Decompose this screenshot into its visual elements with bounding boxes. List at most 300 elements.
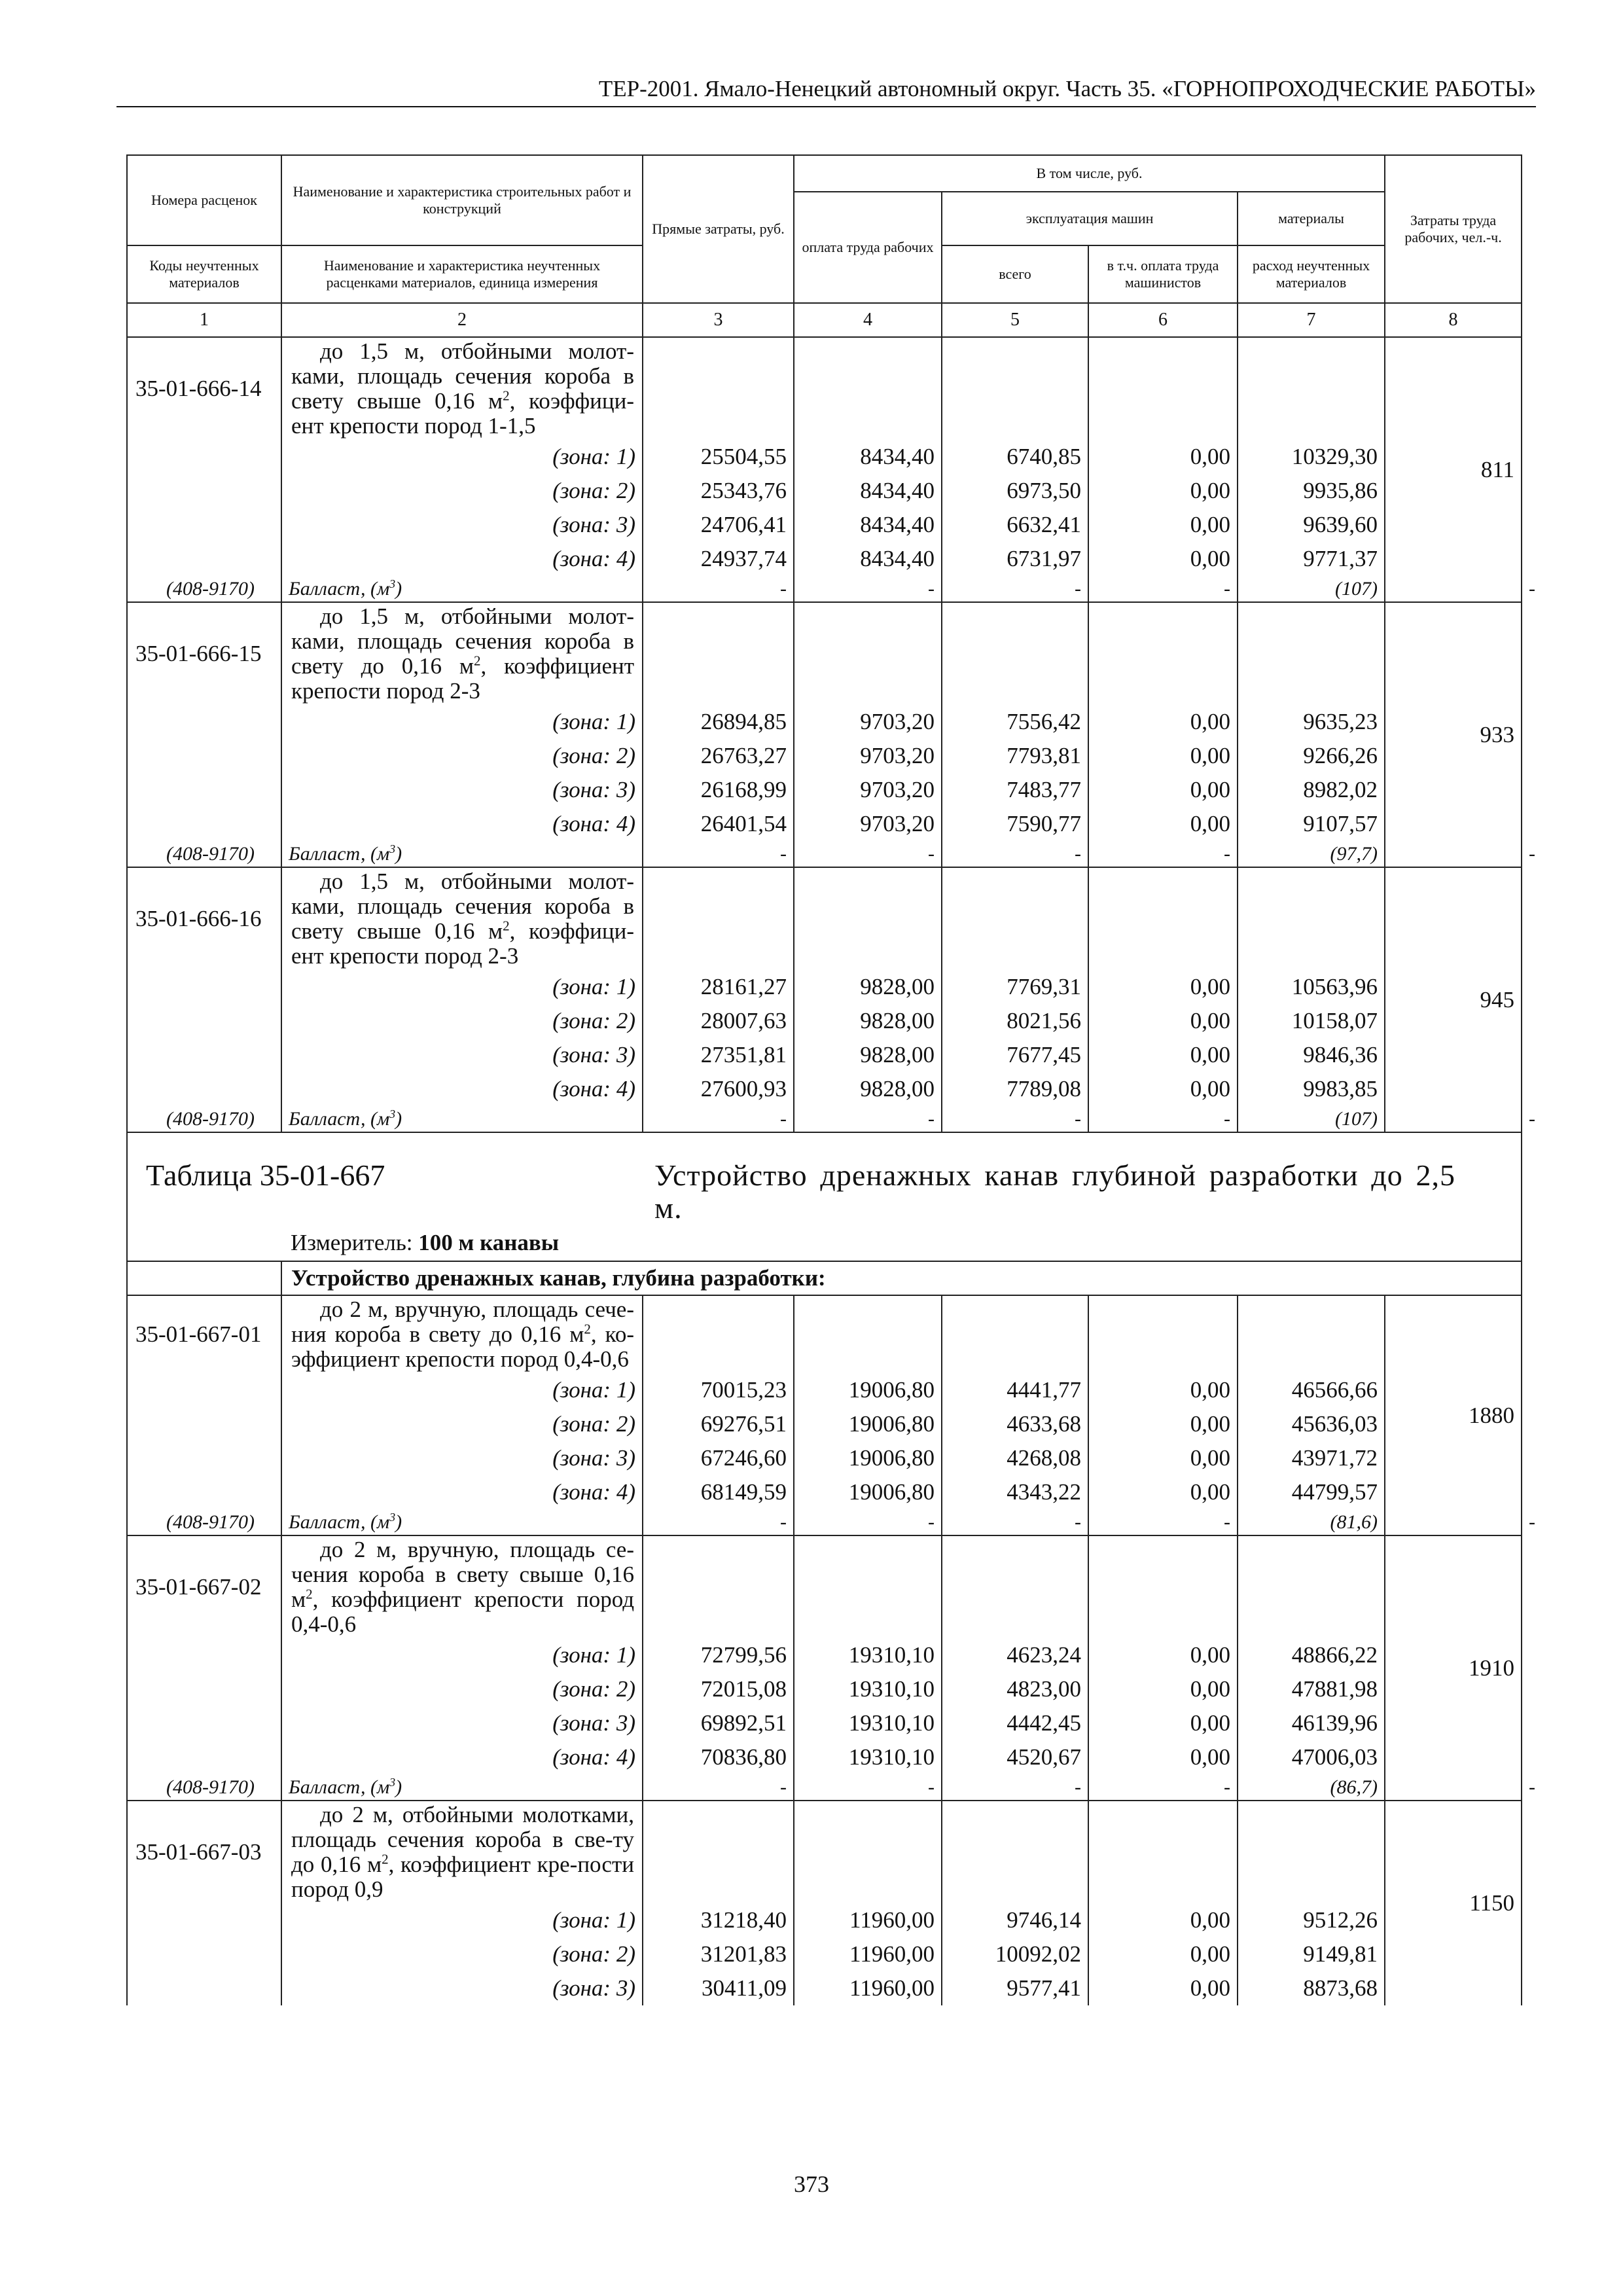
ballast-row: (408-9170) Балласт, $(м^3)$ - - - - (81,6) - [127, 1509, 1522, 1535]
machinists-pay: 0,00 [1088, 440, 1238, 474]
empty-cell [643, 1535, 794, 1638]
machines-total: 7789,08 [942, 1072, 1088, 1106]
direct-cost: 72015,08 [643, 1672, 794, 1706]
section-heading: Устройство дренажных канав, глубина разработки: [281, 1261, 1522, 1295]
header-materials: материалы [1238, 192, 1385, 245]
empty-cell [643, 867, 794, 970]
machinists-pay: 0,00 [1088, 1937, 1238, 1971]
rate-description-text-end: , коэффициент кре-пости пород 0,9 [291, 1852, 634, 1902]
table-35-01-667-heading [127, 1132, 1522, 1295]
rate-code: 35-01-666-16 [127, 867, 281, 970]
zone-row [127, 1971, 1522, 2005]
zone-label: (зона: 1) [281, 970, 643, 1004]
machines-total: 6632,41 [942, 508, 1088, 542]
ballast-row: (408-9170) Балласт, $(м^3)$ - - - - (107) - [127, 576, 1522, 602]
rate-description-text: до 2 м, вручную, площадь сече-ния короба в свету до 0,16 м [291, 1297, 634, 1347]
workers-pay: 9828,00 [794, 1038, 942, 1072]
table-header [127, 155, 1522, 337]
materials-cost: 9771,37 [1238, 542, 1385, 576]
empty-cell [942, 1295, 1088, 1373]
dash-cell: - [942, 576, 1088, 602]
material-unit-sup: 3 [389, 1107, 396, 1121]
empty-cell [794, 1535, 942, 1638]
rate-description-text: до 2 м, отбойными молотками, площадь сечения короба в све-ту до 0,16 м [291, 1802, 634, 1877]
zone-label: (зона: 1) [281, 1903, 643, 1937]
rate-code: 35-01-666-15 [127, 602, 281, 705]
materials-cost: 9935,86 [1238, 474, 1385, 508]
machinists-pay: 0,00 [1088, 1672, 1238, 1706]
materials-cost: 9635,23 [1238, 705, 1385, 739]
direct-cost: 28161,27 [643, 970, 794, 1004]
machinists-pay: 0,00 [1088, 1004, 1238, 1038]
machines-total: 9746,14 [942, 1903, 1088, 1937]
direct-cost: 27600,93 [643, 1072, 794, 1106]
machinists-pay: 0,00 [1088, 474, 1238, 508]
column-number: 1 [127, 303, 281, 337]
zone-label: (зона: 2) [281, 474, 643, 508]
zone-label: (зона: 1) [281, 705, 643, 739]
machinists-pay: 0,00 [1088, 773, 1238, 807]
empty-cell [942, 1535, 1088, 1638]
machines-total: 4623,24 [942, 1638, 1088, 1672]
zone-row [127, 705, 1522, 739]
material-code: (408-9170) [127, 576, 281, 602]
zone-label: (зона: 2) [281, 1004, 643, 1038]
machinists-pay: 0,00 [1088, 1441, 1238, 1475]
empty-cell [127, 1004, 281, 1038]
workers-pay: 11960,00 [794, 1903, 942, 1937]
header-rule [116, 106, 1536, 107]
machinists-pay: 0,00 [1088, 705, 1238, 739]
material-name [281, 1509, 643, 1535]
dash-cell: - [1088, 1106, 1238, 1132]
ballast-row: (408-9170) Балласт, $(м^3)$ - - - - (107) - [127, 1106, 1522, 1132]
zone-label: (зона: 3) [281, 1441, 643, 1475]
material-quantity: (81,6) [1238, 1509, 1385, 1535]
empty-cell [127, 1475, 281, 1509]
material-unit-sup: 3 [389, 577, 396, 590]
machines-total: 6973,50 [942, 474, 1088, 508]
column-number: 7 [1238, 303, 1385, 337]
header-direct-costs: Прямые затраты, руб. [643, 155, 794, 303]
rate-description-text-end: , ко-эффициент крепости пород 0,4-0,6 [291, 1321, 634, 1372]
direct-cost: 24937,74 [643, 542, 794, 576]
zone-row [127, 1740, 1522, 1774]
dash-cell: - [794, 1509, 942, 1535]
workers-pay: 9703,20 [794, 807, 942, 841]
empty-cell [643, 602, 794, 705]
workers-pay: 19006,80 [794, 1373, 942, 1407]
rate-description-text-end: , коэффициент крепости пород 2-3 [291, 653, 634, 704]
materials-cost: 46139,96 [1238, 1706, 1385, 1740]
machines-total: 9577,41 [942, 1971, 1088, 2005]
header-material-consumption: расход неучтенных материалов [1238, 245, 1385, 303]
material-name-end: ) [395, 1107, 402, 1130]
empty-cell [643, 1295, 794, 1373]
machines-total: 4442,45 [942, 1706, 1088, 1740]
empty-cell [127, 1971, 281, 2005]
header-machines: эксплуатация машин [942, 192, 1238, 245]
rate-description-sup: 2 [584, 1321, 591, 1337]
labor-cost: 1880 [1385, 1295, 1522, 1535]
material-name [281, 1106, 643, 1132]
direct-cost: 69892,51 [643, 1706, 794, 1740]
material-code: (408-9170) [127, 1106, 281, 1132]
direct-cost: 31201,83 [643, 1937, 794, 1971]
zone-row [127, 440, 1522, 474]
empty-cell [794, 602, 942, 705]
workers-pay: 11960,00 [794, 1971, 942, 2005]
materials-cost: 45636,03 [1238, 1407, 1385, 1441]
direct-cost: 68149,59 [643, 1475, 794, 1509]
rate-description-row [127, 867, 1522, 970]
materials-cost: 9149,81 [1238, 1937, 1385, 1971]
workers-pay: 19310,10 [794, 1672, 942, 1706]
zone-row [127, 773, 1522, 807]
machines-total: 4520,67 [942, 1740, 1088, 1774]
empty-cell [127, 1937, 281, 1971]
running-head: ТЕР-2001. Ямало-Ненецкий автономный округ. Часть 35. «ГОРНОПРОХОДЧЕСКИЕ РАБОТЫ» [598, 76, 1536, 101]
machinists-pay: 0,00 [1088, 508, 1238, 542]
zone-row [127, 1672, 1522, 1706]
rate-description-sup: 2 [503, 387, 510, 404]
dash-cell: - [1088, 1774, 1238, 1801]
zone-row [127, 1441, 1522, 1475]
materials-cost: 8873,68 [1238, 1971, 1385, 2005]
dash-cell: - [942, 1106, 1088, 1132]
zone-row [127, 970, 1522, 1004]
machinists-pay: 0,00 [1088, 807, 1238, 841]
empty-cell [127, 970, 281, 1004]
material-code: (408-9170) [127, 1774, 281, 1801]
dash-cell: - [942, 1774, 1088, 1801]
rate-description [281, 1801, 643, 1903]
materials-cost: 10563,96 [1238, 970, 1385, 1004]
zone-label: (зона: 3) [281, 508, 643, 542]
material-unit-sup: 3 [389, 1510, 396, 1524]
materials-cost: 43971,72 [1238, 1441, 1385, 1475]
machines-total: 7556,42 [942, 705, 1088, 739]
material-name-end: ) [395, 1511, 402, 1533]
zone-label: (зона: 3) [281, 1971, 643, 2005]
ballast-row: (408-9170) Балласт, $(м^3)$ - - - - (97,7) - [127, 841, 1522, 867]
rate-code: 35-01-667-02 [127, 1535, 281, 1638]
direct-cost: 67246,60 [643, 1441, 794, 1475]
rate-description-row [127, 602, 1522, 705]
machines-total: 6731,97 [942, 542, 1088, 576]
empty-cell [127, 1038, 281, 1072]
zone-label: (зона: 2) [281, 739, 643, 773]
rate-description-text-end: , коэффици-ент крепости пород 2-3 [291, 918, 634, 969]
empty-cell [1238, 1535, 1385, 1638]
direct-cost: 26763,27 [643, 739, 794, 773]
rate-description-text: до 2 м, вручную, площадь се-чения короба в свету свыше 0,16 м [291, 1537, 634, 1612]
zone-row [127, 474, 1522, 508]
zone-label: (зона: 2) [281, 1672, 643, 1706]
rate-description-row [127, 1535, 1522, 1638]
header-workers-pay: оплата труда рабочих [794, 192, 942, 303]
rate-code: 35-01-667-03 [127, 1801, 281, 1903]
empty-cell [1238, 602, 1385, 705]
zone-row [127, 1638, 1522, 1672]
machinists-pay: 0,00 [1088, 970, 1238, 1004]
machines-total: 6740,85 [942, 440, 1088, 474]
workers-pay: 11960,00 [794, 1937, 942, 1971]
empty-cell [127, 739, 281, 773]
material-name-text: Балласт, (м [289, 842, 390, 865]
zone-label: (зона: 2) [281, 1937, 643, 1971]
dash-cell: - [794, 841, 942, 867]
machinists-pay: 0,00 [1088, 1373, 1238, 1407]
zone-label: (зона: 4) [281, 1475, 643, 1509]
empty-cell [127, 474, 281, 508]
header-labor-costs: Затраты труда рабочих, чел.-ч. [1385, 155, 1522, 303]
direct-cost: 24706,41 [643, 508, 794, 542]
header-column-numbers [127, 303, 1522, 337]
empty-cell [127, 1407, 281, 1441]
rate-description-text: до 1,5 м, отбойными молот-ками, площадь сечения короба в свету до 0,16 м [291, 603, 634, 679]
header-name-bottom: Наименование и характеристика неучтенных расценками материалов, единица измерения [281, 245, 643, 303]
empty-cell [127, 1903, 281, 1937]
direct-cost: 26894,85 [643, 705, 794, 739]
empty-cell [1088, 1295, 1238, 1373]
direct-cost: 70836,80 [643, 1740, 794, 1774]
material-name-text: Балласт, (м [289, 577, 390, 600]
material-quantity: (107) [1238, 576, 1385, 602]
machines-total: 7793,81 [942, 739, 1088, 773]
direct-cost: 28007,63 [643, 1004, 794, 1038]
direct-cost: 25504,55 [643, 440, 794, 474]
rate-code: 35-01-666-14 [127, 337, 281, 440]
machines-total: 8021,56 [942, 1004, 1088, 1038]
rate-description-row [127, 337, 1522, 440]
direct-cost: 69276,51 [643, 1407, 794, 1441]
rate-description-sup: 2 [306, 1586, 313, 1602]
labor-cost: 811 [1385, 337, 1522, 602]
labor-cost: 945 [1385, 867, 1522, 1132]
labor-cost: 933 [1385, 602, 1522, 867]
column-number: 3 [643, 303, 794, 337]
dash-cell: - [794, 1106, 942, 1132]
materials-cost: 8982,02 [1238, 773, 1385, 807]
dash-cell: - [643, 1106, 794, 1132]
rates-body-667 [127, 1295, 1536, 2005]
material-name [281, 841, 643, 867]
materials-cost: 9266,26 [1238, 739, 1385, 773]
table-id: Таблица 35-01-667 [127, 1132, 643, 1225]
empty-cell [127, 440, 281, 474]
empty-cell [127, 542, 281, 576]
empty-cell [1088, 337, 1238, 440]
zone-label: (зона: 3) [281, 773, 643, 807]
rates-body-666 [127, 337, 1536, 1132]
materials-cost: 9107,57 [1238, 807, 1385, 841]
zone-label: (зона: 4) [281, 807, 643, 841]
rate-description-sup: 2 [474, 653, 481, 669]
empty-cell [1088, 867, 1238, 970]
zone-row [127, 1475, 1522, 1509]
workers-pay: 9828,00 [794, 1072, 942, 1106]
workers-pay: 19006,80 [794, 1407, 942, 1441]
empty-cell [127, 1373, 281, 1407]
material-quantity: (86,7) [1238, 1774, 1385, 1801]
materials-cost: 9983,85 [1238, 1072, 1385, 1106]
machines-total: 7483,77 [942, 773, 1088, 807]
direct-cost: 31218,40 [643, 1903, 794, 1937]
zone-row [127, 1072, 1522, 1106]
zone-label: (зона: 3) [281, 1038, 643, 1072]
machines-total: 7590,77 [942, 807, 1088, 841]
workers-pay: 19006,80 [794, 1441, 942, 1475]
empty-cell [127, 1706, 281, 1740]
page-number: 373 [794, 2171, 829, 2197]
empty-cell [1238, 1801, 1385, 1903]
material-unit-sup: 3 [389, 1775, 396, 1789]
dash-cell: - [942, 841, 1088, 867]
zone-label: (зона: 4) [281, 1740, 643, 1774]
workers-pay: 9703,20 [794, 739, 942, 773]
materials-cost: 46566,66 [1238, 1373, 1385, 1407]
dash-cell: - [794, 1774, 942, 1801]
rates-table-wrap [126, 154, 1536, 2005]
zone-label: (зона: 4) [281, 542, 643, 576]
dash-cell: - [643, 1509, 794, 1535]
direct-cost: 30411,09 [643, 1971, 794, 2005]
empty-cell [1088, 1801, 1238, 1903]
direct-cost: 27351,81 [643, 1038, 794, 1072]
zone-row [127, 1373, 1522, 1407]
empty-cell [127, 1740, 281, 1774]
rate-description-sup: 2 [382, 1851, 389, 1867]
machinists-pay: 0,00 [1088, 1740, 1238, 1774]
workers-pay: 8434,40 [794, 474, 942, 508]
machinists-pay: 0,00 [1088, 1475, 1238, 1509]
rate-description [281, 1535, 643, 1638]
header-name-top: Наименование и характеристика строительных работ и конструкций [281, 155, 643, 245]
empty-cell [942, 1801, 1088, 1903]
direct-cost: 26168,99 [643, 773, 794, 807]
rate-description [281, 1295, 643, 1373]
empty-cell [794, 1295, 942, 1373]
rate-description-text-end: , коэффици-ент крепости пород 1-1,5 [291, 388, 634, 439]
column-number: 4 [794, 303, 942, 337]
column-number: 5 [942, 303, 1088, 337]
column-number: 8 [1385, 303, 1522, 337]
dash-cell: - [794, 576, 942, 602]
zone-row [127, 508, 1522, 542]
empty-cell [794, 1801, 942, 1903]
materials-cost: 10158,07 [1238, 1004, 1385, 1038]
workers-pay: 9828,00 [794, 1004, 942, 1038]
workers-pay: 19310,10 [794, 1638, 942, 1672]
materials-cost: 9639,60 [1238, 508, 1385, 542]
workers-pay: 8434,40 [794, 508, 942, 542]
empty-cell [942, 867, 1088, 970]
zone-row [127, 807, 1522, 841]
zone-row [127, 1004, 1522, 1038]
material-name-text: Балласт, (м [289, 1107, 390, 1130]
machines-total: 4441,77 [942, 1373, 1088, 1407]
direct-cost: 72799,56 [643, 1638, 794, 1672]
empty-cell [127, 705, 281, 739]
machinists-pay: 0,00 [1088, 1038, 1238, 1072]
rate-description-text: до 1,5 м, отбойными молот-ками, площадь сечения короба в свету свыше 0,16 м [291, 338, 634, 414]
zone-row [127, 1407, 1522, 1441]
machinists-pay: 0,00 [1088, 1407, 1238, 1441]
empty-cell [127, 1441, 281, 1475]
zone-label: (зона: 4) [281, 1072, 643, 1106]
column-number: 6 [1088, 303, 1238, 337]
empty-cell [1238, 867, 1385, 970]
zone-row [127, 739, 1522, 773]
empty-cell [127, 508, 281, 542]
machines-total: 7769,31 [942, 970, 1088, 1004]
material-code: (408-9170) [127, 1509, 281, 1535]
material-quantity: (107) [1238, 1106, 1385, 1132]
workers-pay: 9703,20 [794, 773, 942, 807]
empty-cell [794, 867, 942, 970]
empty-cell [1088, 1535, 1238, 1638]
machinists-pay: 0,00 [1088, 1971, 1238, 2005]
materials-cost: 48866,22 [1238, 1638, 1385, 1672]
empty-cell [1238, 1295, 1385, 1373]
material-name-end: ) [395, 842, 402, 865]
empty-cell [127, 1638, 281, 1672]
rate-description [281, 867, 643, 970]
direct-cost: 25343,76 [643, 474, 794, 508]
materials-cost: 47881,98 [1238, 1672, 1385, 1706]
rate-code: 35-01-667-01 [127, 1295, 281, 1373]
direct-cost: 70015,23 [643, 1373, 794, 1407]
materials-cost: 44799,57 [1238, 1475, 1385, 1509]
material-name-text: Балласт, (м [289, 1776, 390, 1798]
materials-cost: 9512,26 [1238, 1903, 1385, 1937]
machines-total: 4268,08 [942, 1441, 1088, 1475]
machinists-pay: 0,00 [1088, 542, 1238, 576]
column-number: 2 [281, 303, 643, 337]
machines-total: 4633,68 [942, 1407, 1088, 1441]
machinists-pay: 0,00 [1088, 1706, 1238, 1740]
rate-description-sup: 2 [503, 918, 510, 934]
zone-label: (зона: 3) [281, 1706, 643, 1740]
workers-pay: 9703,20 [794, 705, 942, 739]
machinists-pay: 0,00 [1088, 1638, 1238, 1672]
rates-table [126, 154, 1536, 2005]
rate-description [281, 337, 643, 440]
header-machines-total: всего [942, 245, 1088, 303]
empty-cell [127, 1672, 281, 1706]
dash-cell: - [643, 1774, 794, 1801]
material-name-end: ) [395, 577, 402, 600]
rate-description-row [127, 1295, 1522, 1373]
workers-pay: 19310,10 [794, 1706, 942, 1740]
empty-cell [942, 337, 1088, 440]
table-title: Устройство дренажных канав глубиной разработки до 2,5 м. [643, 1132, 1522, 1225]
header-code-bottom: Коды неучтенных материалов [127, 245, 281, 303]
empty-cell [643, 337, 794, 440]
rate-description-text-end: , коэффициент крепости пород 0,4-0,6 [291, 1587, 634, 1637]
zone-row [127, 1038, 1522, 1072]
empty-cell [643, 1801, 794, 1903]
zone-label: (зона: 1) [281, 440, 643, 474]
header-machinists-pay: в т.ч. оплата труда машинистов [1088, 245, 1238, 303]
workers-pay: 8434,40 [794, 542, 942, 576]
machines-total: 10092,02 [942, 1937, 1088, 1971]
zone-row [127, 1706, 1522, 1740]
rate-description-row [127, 1801, 1522, 1903]
material-quantity: (97,7) [1238, 841, 1385, 867]
dash-cell: - [1088, 576, 1238, 602]
